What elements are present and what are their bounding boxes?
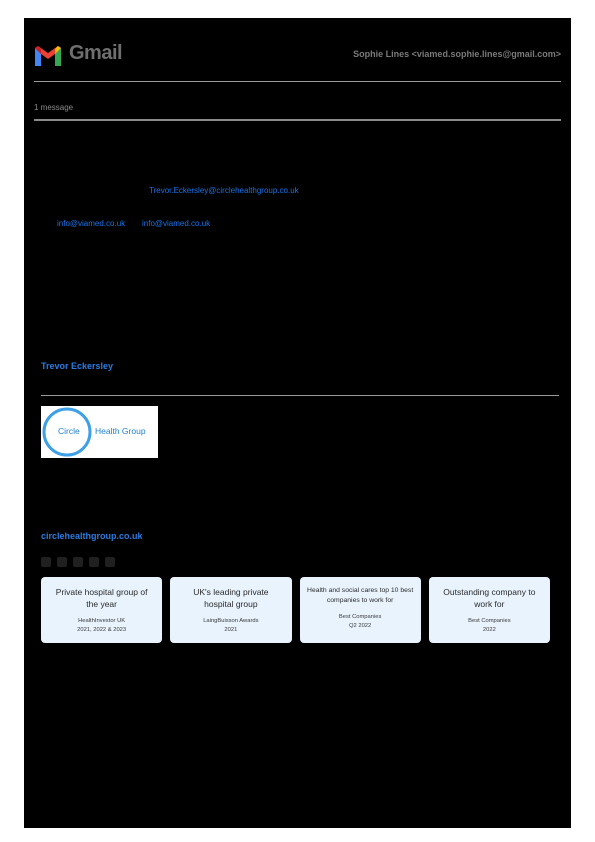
thread-divider	[34, 119, 561, 121]
social-icons	[41, 554, 136, 566]
circle-health-group-logo	[41, 406, 158, 458]
social-icon[interactable]	[105, 557, 115, 567]
award-card	[429, 577, 550, 643]
award-source: Best Companies	[468, 618, 511, 624]
signature-name: Trevor Eckersley	[41, 361, 114, 371]
social-icon[interactable]	[89, 557, 99, 567]
social-icon[interactable]	[57, 557, 67, 567]
awards-banner	[41, 577, 550, 643]
sender-email-link[interactable]: Trevor.Eckersley@circlehealthgroup.co.uk	[149, 186, 299, 195]
recipient-link-2[interactable]: info@viamed.co.uk	[142, 219, 211, 228]
award-title: Outstanding company to work for	[443, 587, 536, 609]
signature-divider	[41, 395, 559, 396]
award-title: Private hospital group of the year	[55, 587, 148, 609]
award-source: LaingBuisson Awards	[203, 618, 259, 624]
award-source: Best Companies	[338, 614, 382, 620]
account-label: Sophie Lines <viamed.sophie.lines@gmail.com>	[353, 49, 561, 59]
recipient-link-1[interactable]: info@viamed.co.uk	[57, 219, 126, 228]
logo-text-left: Circle	[58, 426, 80, 436]
award-card	[41, 577, 162, 643]
award-card	[300, 577, 421, 643]
logo-text-right: Health Group	[95, 426, 146, 436]
award-year: 2021	[224, 627, 238, 633]
gmail-wordmark: Gmail	[69, 42, 123, 64]
header-divider	[34, 81, 561, 82]
website-link[interactable]: circlehealthgroup.co.uk	[41, 531, 143, 541]
award-source: HealthInvestor UK	[78, 618, 126, 624]
award-card	[170, 577, 291, 643]
award-title: UK's leading private hospital group	[193, 587, 269, 609]
award-year: 2022	[482, 627, 496, 633]
message-count: 1 message	[34, 103, 74, 112]
document-page	[24, 18, 571, 828]
award-year: 2021, 2022 & 2023	[77, 627, 127, 633]
social-icon[interactable]	[73, 557, 83, 567]
award-title: Health and social cares top 10 best companies to work for	[307, 587, 414, 604]
social-icon[interactable]	[41, 557, 51, 567]
award-year: Q2 2022	[349, 623, 372, 629]
